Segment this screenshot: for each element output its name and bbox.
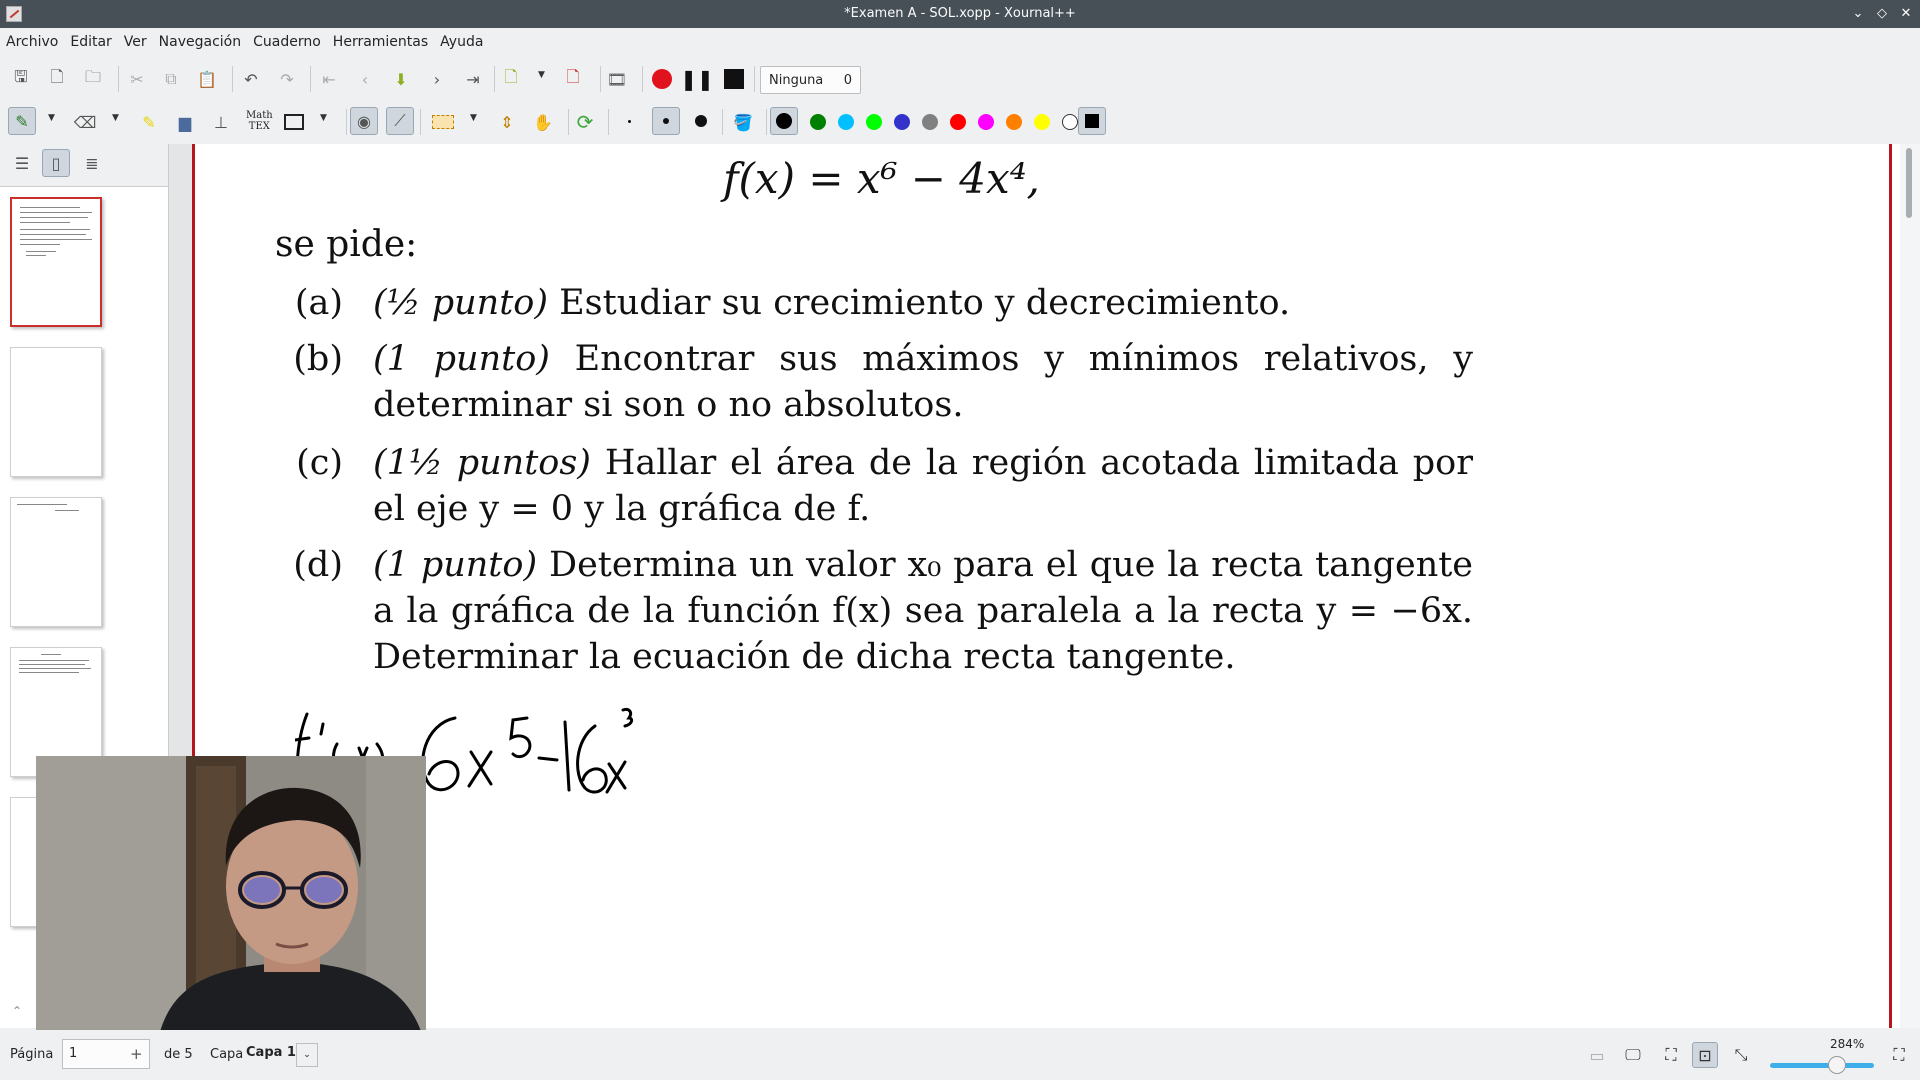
menu-ayuda[interactable]: Ayuda <box>440 34 484 50</box>
record-icon[interactable] <box>652 69 672 89</box>
document-page[interactable] <box>192 144 1892 1028</box>
color-red-swatch[interactable] <box>950 114 966 130</box>
color-yellow-swatch[interactable] <box>1034 114 1050 130</box>
math-tex-icon[interactable] <box>246 110 273 132</box>
color-magenta-swatch[interactable] <box>978 114 994 130</box>
zoom-100-icon[interactable]: ⤡ <box>1734 1045 1748 1064</box>
default-tool-icon[interactable]: ⟳ <box>576 110 594 134</box>
insert-page-dropdown[interactable]: ▼ <box>538 70 545 80</box>
item-text: Hallar el área de la región acotada limitada por el eje y = 0 y la gráfica de f. <box>373 443 1473 529</box>
fullscreen-icon[interactable]: 🖵 <box>1625 1045 1641 1064</box>
color-black-selected[interactable] <box>770 107 798 135</box>
function-formula: f(x) = x⁶ − 4x⁴, <box>723 154 1040 203</box>
window-title: *Examen A - SOL.xopp - Xournal++ <box>844 6 1076 21</box>
pause-icon[interactable]: ❚❚ <box>680 67 714 91</box>
page-count: de 5 <box>164 1047 193 1062</box>
sidebar-scroll-up-icon[interactable]: ⌃ <box>11 1004 23 1018</box>
shape-dropdown[interactable]: ▼ <box>320 113 327 123</box>
math-tex-top: Math <box>246 110 273 121</box>
vertical-space-tool-icon[interactable]: ⊥ <box>214 112 228 132</box>
first-page-icon[interactable]: ⇤ <box>322 69 336 89</box>
layer-select[interactable] <box>760 66 861 94</box>
custom-color-icon[interactable] <box>1078 107 1106 135</box>
color-blue-swatch[interactable] <box>894 114 910 130</box>
highlighter-tool-icon[interactable]: ✎ <box>142 112 156 132</box>
stop-icon[interactable] <box>724 69 744 89</box>
menu-cuaderno[interactable]: Cuaderno <box>253 34 321 50</box>
size-fine-icon[interactable] <box>628 120 631 123</box>
menu-bar <box>0 28 1920 58</box>
paste-icon[interactable]: 📋 <box>197 69 217 89</box>
size-medium-icon[interactable] <box>652 107 680 135</box>
item-points: (½ punto) <box>373 283 548 323</box>
image-tool-icon[interactable]: ▆ <box>178 112 192 132</box>
pen-tool-dropdown[interactable]: ▼ <box>48 113 55 123</box>
vertical-scrollbar[interactable] <box>1900 144 1920 1028</box>
close-icon[interactable]: ✕ <box>1900 6 1912 21</box>
size-thick-icon[interactable] <box>695 115 707 127</box>
maximize-icon[interactable]: ◇ <box>1877 6 1887 21</box>
zoom-slider-handle[interactable] <box>1828 1056 1846 1074</box>
intro-text: se pide: <box>275 224 418 265</box>
insert-page-icon[interactable]: 🗋 <box>504 66 518 86</box>
color-green-swatch[interactable] <box>810 114 826 130</box>
page-preview-icon[interactable]: ▯ <box>42 149 70 177</box>
delete-page-icon[interactable]: 🗋 <box>566 66 580 86</box>
title-bar <box>0 0 1920 28</box>
hand-tool-icon[interactable]: ✋ <box>533 112 553 132</box>
item-label: (d) <box>293 545 343 585</box>
open-folder-icon[interactable]: 🗀 <box>84 66 101 86</box>
item-label: (a) <box>294 283 343 323</box>
menu-navegacion[interactable]: Navegación <box>158 34 242 50</box>
fit-page-icon[interactable]: ⛶ <box>1665 1045 1677 1064</box>
new-document-icon[interactable]: 🗋 <box>50 66 64 86</box>
vertical-space-select-icon[interactable]: ⇕ <box>500 112 514 132</box>
save-icon[interactable]: 🖫 <box>14 66 28 86</box>
item-points: (1½ puntos) <box>373 443 591 483</box>
select-dropdown[interactable]: ▼ <box>470 113 477 123</box>
color-light-green-swatch[interactable] <box>866 114 882 130</box>
webcam-video-image <box>36 756 426 1050</box>
presentation-mode-icon[interactable]: 🎞 <box>606 69 628 89</box>
last-page-icon[interactable]: ⇥ <box>466 69 480 89</box>
item-points: (1 punto) <box>373 339 550 379</box>
menu-archivo[interactable]: Archivo <box>6 34 59 50</box>
tools-toolbar <box>0 101 1920 141</box>
item-points: (1 punto) <box>373 545 538 585</box>
color-orange-swatch[interactable] <box>1006 114 1022 130</box>
toc-view-icon[interactable]: ☰ <box>14 153 30 173</box>
page-thumbnail-2[interactable] <box>10 347 102 477</box>
document-canvas[interactable] <box>192 144 1920 1028</box>
layer-select-name: Ninguna <box>769 73 824 88</box>
color-gray-swatch[interactable] <box>922 114 938 130</box>
math-tex-bottom: TEX <box>248 121 270 132</box>
next-page-icon[interactable]: › <box>433 69 441 89</box>
fill-icon[interactable]: 🪣 <box>733 112 753 132</box>
undo-icon[interactable]: ↶ <box>244 69 258 89</box>
vertical-scrollbar-handle[interactable] <box>1906 148 1912 218</box>
zoom-value: 284% <box>1830 1037 1865 1051</box>
shape-recognizer-icon[interactable]: ◉ <box>350 107 378 135</box>
item-text: Encontrar sus máximos y mínimos relativos, y determinar si son o no absolutos. <box>373 339 1473 425</box>
main-toolbar <box>0 58 1920 98</box>
redo-icon[interactable]: ↷ <box>280 69 294 89</box>
zoom-to-selection-icon[interactable]: ⛶ <box>1893 1045 1905 1064</box>
item-label: (c) <box>296 443 343 483</box>
dual-page-icon[interactable]: ▭ <box>1589 1045 1605 1065</box>
ruler-icon[interactable]: ⟋ <box>386 107 414 135</box>
eraser-tool-icon[interactable]: ⌫ <box>73 112 97 132</box>
zoom-slider[interactable] <box>1770 1063 1874 1068</box>
goto-page-icon[interactable]: ⬇ <box>394 69 408 89</box>
item-text: Estudiar su crecimiento y decrecimiento. <box>559 283 1291 323</box>
page-thumbnail-1[interactable] <box>10 197 102 327</box>
page-increment-icon[interactable]: + <box>130 1045 143 1063</box>
select-rectangle-icon[interactable] <box>432 115 454 129</box>
page-number-input[interactable]: 1 <box>62 1039 150 1069</box>
page-thumbnail-3[interactable] <box>10 497 102 627</box>
color-cyan-swatch[interactable] <box>838 114 854 130</box>
layer-label: Capa <box>210 1047 244 1062</box>
page-label: Página <box>10 1047 54 1062</box>
copy-icon[interactable]: ⧉ <box>165 69 177 88</box>
menu-herramientas[interactable]: Herramientas <box>332 34 429 50</box>
rectangle-shape-icon[interactable] <box>284 114 304 130</box>
menu-ver[interactable]: Ver <box>123 34 147 50</box>
status-bar <box>0 1030 1920 1080</box>
zoom-fit-icon[interactable]: ⊡ <box>1692 1042 1718 1068</box>
eraser-tool-dropdown[interactable]: ▼ <box>112 113 119 123</box>
pen-tool-icon[interactable]: ✎ <box>8 107 36 135</box>
layer-select-count: 0 <box>843 73 852 88</box>
cut-icon[interactable]: ✂ <box>130 69 144 89</box>
item-text: Determina un valor x₀ para el que la recta tangente a la gráfica de la función f(x) sea paralela a la recta y = −6x. Determinar la ecuación de dicha recta tangente. <box>373 545 1474 677</box>
previous-page-icon[interactable]: ‹ <box>361 69 369 89</box>
menu-editar[interactable]: Editar <box>70 34 112 50</box>
layer-preview-icon[interactable]: ≣ <box>85 153 99 173</box>
layer-combo-value[interactable]: Capa 1 <box>246 1045 296 1060</box>
webcam-overlay <box>36 756 426 1050</box>
minimize-icon[interactable]: ⌄ <box>1852 6 1864 21</box>
layer-combo-dropdown-icon[interactable]: ⌄ <box>296 1043 318 1067</box>
color-white-swatch[interactable] <box>1062 114 1078 130</box>
item-label: (b) <box>293 339 343 379</box>
